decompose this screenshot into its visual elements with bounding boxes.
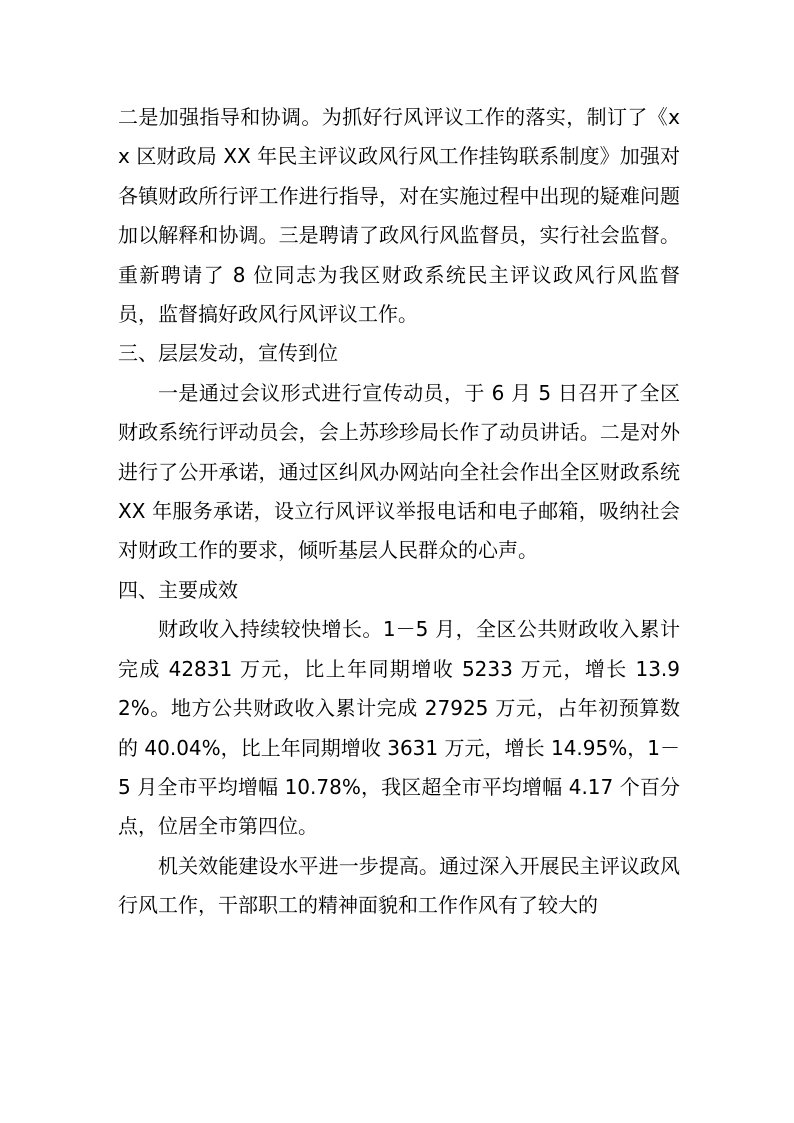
- section-heading-publicity: 三、层层发动，宣传到位: [118, 341, 338, 366]
- paragraph-guidance: 二是加强指导和协调。为抓好行风评议工作的落实，制订了《xx 区财政局 XX 年民主评议政风行风工作挂钩联系制度》加强对各镇财政所行评工作进行指导，对在实施过程中出现的疑难问题加以解释和协调。三是聘请了政风行风监督员，实行社会监督。重新聘请了 8 位同志为我区财政系统民主评议政风行风监督员，监督搞好政风行风评议工作。: [118, 105, 680, 327]
- section-heading-results: 四、主要成效: [118, 577, 238, 602]
- paragraph-revenue: 财政收入持续较快增长。1－5 月，全区公共财政收入累计完成 42831 万元，比上年同期增收 5233 万元，增长 13.92%。地方公共财政收入累计完成 27925 万元，占年初预算数的 40.04%，比上年同期增收 3631 万元，增长 14.95%，1－5 月全市平均增幅 10.78%，我区超全市平均增幅 4.17 个百分点，位居全市第四位。: [118, 617, 680, 839]
- paragraph-publicity: 一是通过会议形式进行宣传动员，于 6 月 5 日召开了全区财政系统行评动员会，会上苏珍珍局长作了动员讲话。二是对外进行了公开承诺，通过区纠风办网站向全社会作出全区财政系统 XX 年服务承诺，设立行风评议举报电话和电子邮箱，吸纳社会对财政工作的要求，倾听基层人民群众的心声。: [118, 380, 680, 563]
- paragraph-efficiency: 机关效能建设水平进一步提高。通过深入开展民主评议政风行风工作，干部职工的精神面貌和工作作风有了较大的: [118, 853, 680, 918]
- document-body: [118, 98, 680, 926]
